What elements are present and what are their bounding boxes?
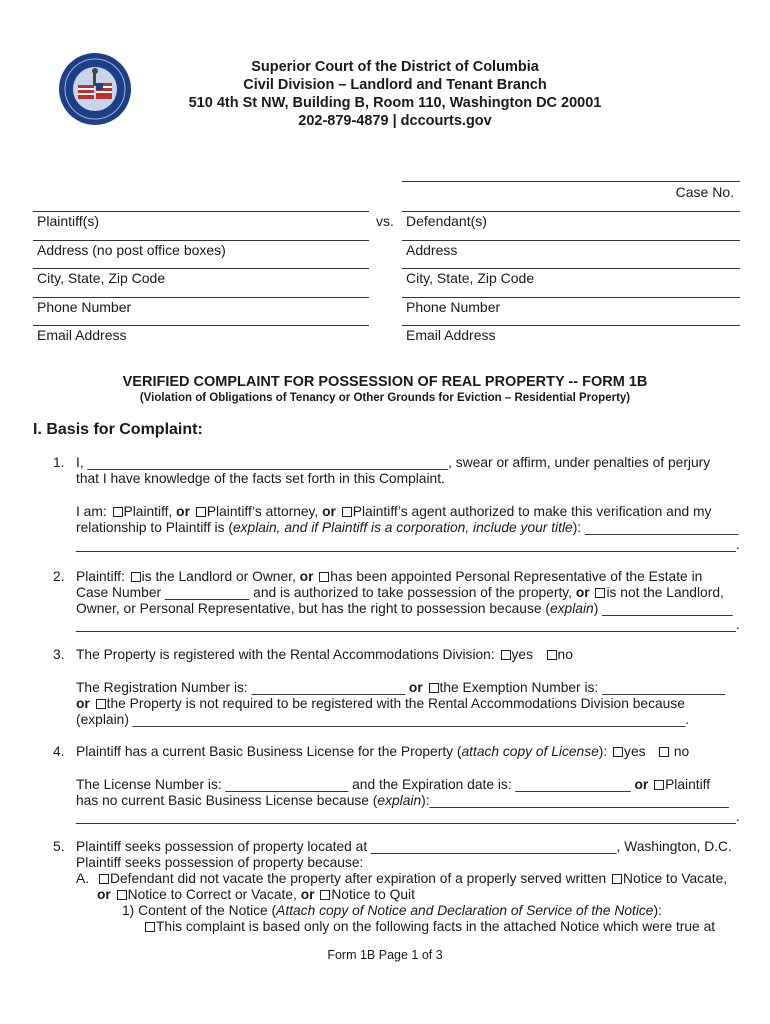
item-1-line-1	[76, 455, 710, 471]
notice-to-quit-option: Notice to Quit	[331, 887, 415, 902]
iam-label: I am:	[76, 504, 111, 519]
plaintiff-address-label: Address (no post office boxes)	[37, 242, 226, 258]
item-2-line-1	[76, 569, 702, 585]
court-seal-logo	[58, 52, 132, 126]
plaintiff-city-line[interactable]	[33, 268, 369, 269]
court-division: Civil Division – Landlord and Tenant Branch	[243, 77, 547, 93]
registered-no-checkbox[interactable]	[547, 650, 557, 660]
item-5-line-2: Plaintiff seeks possession of property because:	[76, 855, 364, 870]
case-number-line[interactable]	[402, 181, 740, 182]
license-yes-checkbox[interactable]	[613, 747, 623, 757]
item-1-text: , swear or affirm, under penalties of perjury	[448, 455, 711, 470]
item-4-has-no	[76, 793, 729, 809]
license-no-checkbox[interactable]	[659, 747, 669, 757]
notice-to-vacate-option: Notice to Vacate,	[623, 871, 728, 886]
item-5-A-line-2	[97, 887, 415, 903]
defendant-city-line[interactable]	[402, 268, 740, 269]
defendant-name-line[interactable]	[402, 211, 740, 212]
or-label: or	[76, 696, 94, 711]
facts-checkbox[interactable]	[145, 922, 155, 932]
item-2-text: Owner, or Personal Representative, but has the right to possession because (	[76, 601, 550, 616]
attorney-checkbox[interactable]	[196, 507, 206, 517]
item-4-text: Plaintiff has a current Basic Business License for the Property (	[76, 744, 462, 759]
item-4-text: ):	[598, 744, 612, 759]
yes-option: yes	[624, 744, 646, 759]
case-number-label: Case No.	[675, 184, 734, 200]
plaintiff-name-line[interactable]	[33, 211, 369, 212]
content-text: ):	[653, 903, 662, 918]
defendant-email-line[interactable]	[402, 325, 740, 326]
item-5-line-1[interactable]: Plaintiff seeks possession of property located at ________________________________, Washington, D.C.	[76, 839, 732, 854]
no-option: no	[673, 744, 690, 759]
not-required-checkbox[interactable]	[96, 699, 106, 709]
representative-option: has been appointed Personal Representative of the Estate in	[330, 569, 703, 584]
plaintiff-phone-label: Phone Number	[37, 299, 132, 315]
item-3-line-1	[76, 647, 573, 663]
item-2-text: Case Number ___________ and is authorized to take possession of the property,	[76, 585, 576, 600]
license-number-blank[interactable]: The License Number is: ________________ and the Expiration date is: _______________	[76, 777, 635, 792]
attach-instruction: Attach copy of Notice and Declaration of Service of the Notice	[276, 903, 654, 918]
explain-instruction: explain	[377, 793, 422, 808]
court-header	[150, 58, 640, 130]
not-landlord-option: is not the Landlord,	[606, 585, 724, 600]
item-3-not-required	[76, 696, 685, 712]
plaintiff-address-line[interactable]	[33, 240, 369, 241]
plaintiff-city-label: City, State, Zip Code	[37, 270, 166, 286]
versus-label: vs.	[376, 213, 394, 229]
defendant-name-label: Defendant(s)	[406, 213, 487, 229]
yes-option: yes	[511, 647, 534, 662]
notice-to-quit-checkbox[interactable]	[320, 890, 330, 900]
court-name: Superior Court of the District of Columbia	[251, 59, 539, 75]
registration-number-blank[interactable]: The Registration Number is: ____________________	[76, 680, 409, 695]
notice-to-correct-checkbox[interactable]	[117, 890, 127, 900]
explain-instruction: explain	[549, 601, 594, 616]
attach-instruction: attach copy of License	[461, 744, 599, 759]
or-label: or	[408, 680, 427, 695]
court-contact: 202-879-4879 | dccourts.gov	[298, 113, 492, 129]
form-subtitle: (Violation of Obligations of Tenancy or Other Grounds for Eviction – Residential Property)	[139, 392, 631, 404]
defendant-email-label: Email Address	[406, 327, 496, 343]
registered-yes-checkbox[interactable]	[501, 650, 511, 660]
item-2-line-2	[76, 585, 724, 601]
notice-to-vacate-checkbox[interactable]	[612, 874, 622, 884]
item-1-text: I,	[76, 455, 88, 470]
defendant-phone-label: Phone Number	[406, 299, 501, 315]
did-not-vacate-checkbox[interactable]	[99, 874, 109, 884]
attorney-option: Plaintiff’s attorney,	[206, 504, 323, 519]
form-title: VERIFIED COMPLAINT FOR POSSESSION OF REAL PROPERTY -- FORM 1B	[122, 374, 648, 390]
item-3-explain[interactable]: (explain) ________________________________________________________________________.	[76, 712, 690, 727]
rel-instruction: explain, and if Plaintiff is a corporation, include your title	[232, 520, 573, 535]
item-5-A-label: A.	[76, 871, 90, 886]
item-4-text: has no current Basic Business License because (	[76, 793, 378, 808]
item-5-facts	[143, 919, 715, 935]
or-label: or	[575, 585, 594, 600]
agent-option: Plaintiff’s agent authorized to make this verification and my	[352, 504, 712, 519]
defendant-city-label: City, State, Zip Code	[406, 270, 535, 286]
item-2-number: 2.	[53, 569, 65, 584]
item-3-number: 3.	[53, 647, 65, 662]
not-required-option: the Property is not required to be registered with the Rental Accommodations Division because	[106, 696, 685, 711]
or-label: or	[322, 504, 340, 519]
plaintiff-option: Plaintiff	[665, 777, 711, 792]
exemption-number-blank[interactable]: the Exemption Number is: ________________	[439, 680, 725, 695]
item-2-line-4[interactable]: ______________________________________________________________________________________.	[76, 617, 740, 632]
item-4-license	[76, 777, 710, 793]
not-landlord-checkbox[interactable]	[595, 588, 605, 598]
explain-blank[interactable]: ):_______________________________________	[421, 793, 729, 808]
exemption-checkbox[interactable]	[429, 683, 439, 693]
item-3-text: The Property is registered with the Rental Accommodations Division:	[76, 647, 499, 662]
item-2-line-3	[76, 601, 733, 617]
rel-text: relationship to Plaintiff is (	[76, 520, 233, 535]
item-4-number: 4.	[53, 744, 65, 759]
page-footer: Form 1B Page 1 of 3	[327, 948, 443, 962]
plaintiff-email-line[interactable]	[33, 325, 369, 326]
content-text: 1) Content of the Notice (	[122, 903, 277, 918]
representative-checkbox[interactable]	[319, 572, 329, 582]
item-5-content-notice	[122, 903, 662, 919]
or-label: or	[176, 504, 194, 519]
notice-to-correct-option: Notice to Correct or Vacate,	[127, 887, 301, 902]
defendant-address-label: Address	[406, 242, 458, 258]
plaintiff-email-label: Email Address	[37, 327, 127, 343]
plaintiff-option: Plaintiff,	[123, 504, 177, 519]
item-2-text: Plaintiff:	[76, 569, 129, 584]
item-1-line-2: that I have knowledge of the facts set forth in this Complaint.	[76, 471, 445, 486]
landlord-checkbox[interactable]	[131, 572, 141, 582]
item-1-relationship	[76, 520, 738, 536]
landlord-option: is the Landlord or Owner,	[141, 569, 300, 584]
court-address: 510 4th St NW, Building B, Room 110, Washington DC 20001	[188, 95, 602, 111]
item-5-number: 5.	[53, 839, 65, 854]
explain-blank[interactable]: ) _________________	[593, 601, 733, 616]
or-label: or	[299, 569, 318, 584]
or-label: or	[634, 777, 653, 792]
plaintiff-phone-line[interactable]	[33, 297, 369, 298]
plaintiff-checkbox[interactable]	[113, 507, 123, 517]
relationship-blank[interactable]: ): ____________________	[572, 520, 739, 535]
defendant-address-line[interactable]	[402, 240, 740, 241]
defendant-phone-line[interactable]	[402, 297, 740, 298]
section-heading: I. Basis for Complaint:	[33, 421, 203, 438]
item-4-line[interactable]: ______________________________________________________________________________________.	[76, 809, 740, 824]
no-license-checkbox[interactable]	[654, 780, 664, 790]
item-1-relationship-line[interactable]: ______________________________________________________________________________________.	[76, 537, 740, 552]
no-option: no	[557, 647, 573, 662]
item-1-number: 1.	[53, 455, 65, 470]
item-5-A-line-1	[97, 871, 727, 887]
item-4-line-1	[76, 744, 689, 760]
plaintiff-name-label: Plaintiff(s)	[37, 213, 99, 229]
did-not-vacate-option: Defendant did not vacate the property after expiration of a properly served written	[110, 871, 611, 886]
or-label: or	[300, 887, 319, 902]
item-3-registration	[76, 680, 725, 696]
facts-option: This complaint is based only on the following facts in the attached Notice which were true at	[156, 919, 716, 934]
affiant-name-blank[interactable]: _______________________________________________	[87, 455, 449, 470]
item-1-role-line	[76, 504, 711, 520]
or-label: or	[97, 887, 115, 902]
agent-checkbox[interactable]	[342, 507, 352, 517]
